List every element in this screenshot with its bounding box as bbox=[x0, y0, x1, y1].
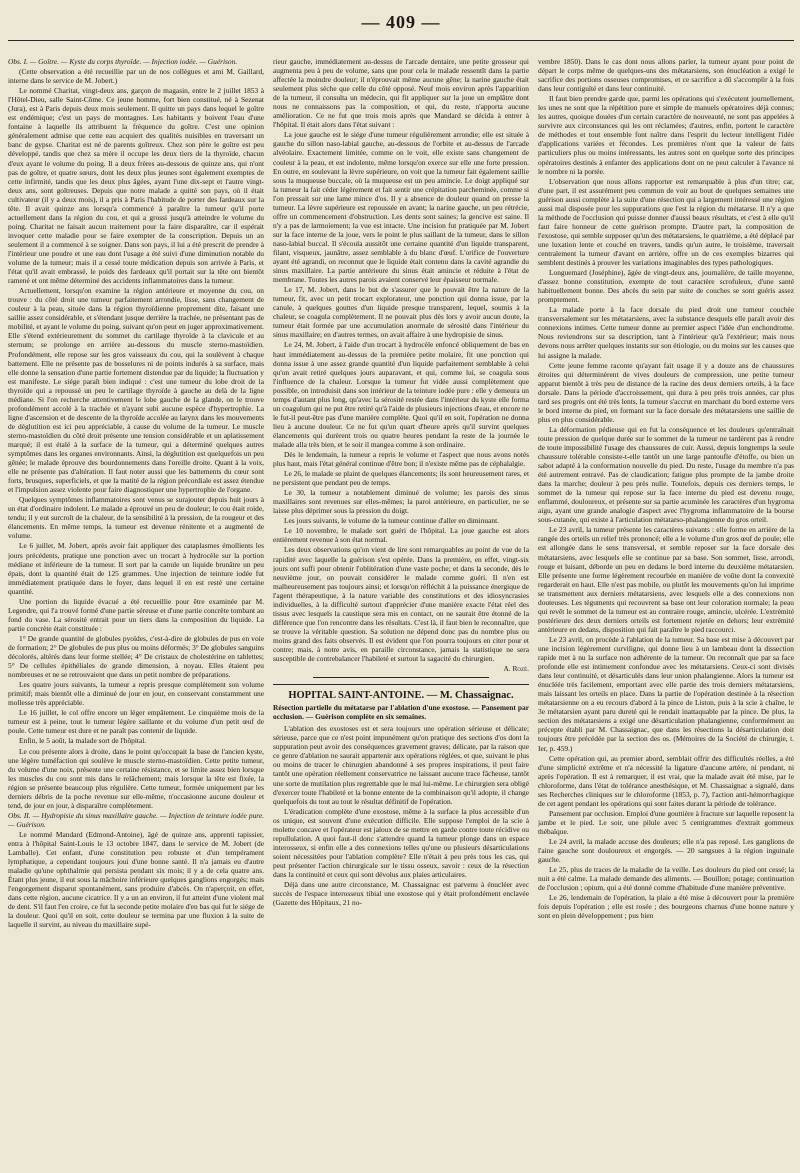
paragraph: Déjà dans une autre circonstance, M. Chassaignac est parvenu à énucléer avec succès de l'espace interosseux tibial une exostose qui y était profondément enclavée (Gazette des Hôpitaux, 21 no- bbox=[273, 880, 529, 908]
paragraph: L'observation que nous allons rapporter est remarquable à plus d'un titre; car, d'une part, il est assurément peu commun de voir au bout de quelques semaines une guérison aussi complète à la suite d'une résection qui a largement intéressé une région aussi mal disposée pour les suppurations que l'est la région du métatarse. Il n'y a que la méthode de l'occlusion qui puisse donner d'aussi beaux résultats, et c'est à elle qu'il faut faire honneur de cette guérison prompte. D'autre part, la composition de l'exostose, qui semble supposer qu'un des métatarsiens, le quatrième, a été déplacé par une luxation lente et couché en travers, tandis qu'un autre, le troisième, traversait centralement la tumeur d'avant en arrière, offre un de ces exemples bizarres qui semblent destinés à prouver les variations imaginables des types pathologiques. bbox=[538, 176, 794, 268]
paragraph: Le 23 avril, on procède à l'ablation de la tumeur. Sa base est mise à découvert par une incision légèrement curviligne, qui donne lieu à un lambeau dont la dissection rapide met à nu la surface non adhérente de la tumeur. On reconnaît que par sa face profonde elle est intimement confondue avec les métatarsiens. Ceux-ci sont divisés dans leur continuité, et désarticulés dans leur union phalangienne. Alors la tumeur est énucléée très facilement, emportant avec elle partie des trois derniers métatarsiens, mais laissant les orteils en place. Dans la partie de l'opération destinée à la résection métatarsienne on a eu recours d'abord à la pince de Liston, puis à la scie à chaîne, le 3e métatarsien ayant paru dureté qui le rendait inattaquable par la pince. De plus, la section des métatarsiens a exigé une désarticulation phalangienne, conformément au précepte établi par M. Chassaignac, que dans les résections la désarticulation doit toujours être précédée par la section des os. (Mémoires de la Société de chirurgie, t. Ier, p. 459.) bbox=[538, 634, 794, 753]
paragraph: Actuellement, lorsqu'on examine la région antérieure et moyenne du cou, on trouve : du côté droit une tumeur parfaitement arrondie, lisse, sans changement de couleur à la peau, située dans la région thyroïdienne proprement dite, faisant une saillie assez considérable, et s'étendant jusque derrière la trachée, ne présentant pas de mobilité, et ayant le volume du poing, suivant qu'on peut en juger approximativement. Elle s'étend extérieurement du sommet du cartilage thyroïde à la clavicule et au sternum; se prolonge en arrière au-dessous du muscle sterno-mastoïdien. Profondément, elle repose sur les gros vaisseaux du cou, qui la soulèvent à chaque battement. Elle ne présente pas de bosselures ni de points indurés à sa surface, mais elle donne la sensation d'une partie fortement distendue par du liquide; la fluctuation y est manifeste. Le siége paraît bien indiqué : c'est une tumeur du lobe droit de la thyroïde qui a repoussé un peu le cartilage thyroïde à gauche au delà de la ligne médiane. Si l'on recherche attentivement le lobe gauche de la glande, on le trouve profondément accolé à la trachée et n'ayant subi aucune espèce d'hypertrophie. La ligne d'ascension et de descente de la thyroïde accolée au larynx dans les mouvements de déglutition est ici peu appréciable, à cause du volume de la tumeur. Le muscle sterno-mastoïdien du côté droit présente une tension considérable et un aplatissement marqué; il est étalé à la surface de la tumeur, qui a déterminé quelques autres symptômes dans les organes environnants. Ainsi, la déglutition est quelquefois un peu gênée; le malade éprouve des bourdonnements dans l'oreille droite. Quant à la voix, elle ne présente pas d'altération. Il faut noter aussi que les battements du cœur sont forts, brusques, superficiels, et que la matité de la région précordiale est assez étendue et l'impulsion assez violente pour faire diagnostiquer une hypertrophie de l'organe. bbox=[8, 286, 264, 495]
column-right bbox=[538, 57, 794, 1167]
paragraph: Le 10 novembre, le malade sort guéri de l'hôpital. La joue gauche est alors entièrement revenue à son état normal. bbox=[273, 526, 529, 545]
paragraph: L'éradication complète d'une exostose, même à la surface la plus accessible d'un os unique, est souvent d'une exécution difficile. Elle suppose l'emploi de la scie à molette concave et l'opérateur est jaloux de se mettre en garde contre toute récidive ou repullulation. A quoi faut-il donc s'attendre quand la tumeur plonge dans un espace interosseux, si enfin elle a des connexions telles qu'une ou plusieurs désarticulations soient nécessitées pour l'ablation complète? Elle n'était à peu près tous les cas, qui peut présenter l'action chirurgicale sur le tissu osseux, savoir : ceux de la résection dans la continuité et ceux qui sont dévolus aux plaies articulaires. bbox=[273, 806, 529, 879]
paragraph: La déformation pédieuse qui en fut la conséquence et les douleurs qu'entraînait toute pression de quelque durée sur le sommet de la tumeur ne tardèrent pas à rendre de toute impossibilité l'usage des chaussures de cuir. Aussi, depuis longtemps la seule chaussure tolérable consiste-t-elle tantôt un une large pantoufle d'étoffe, ou bien un sabot adapté à la conformation nouvelle du pied. Du reste, l'usage du membre n'a pas été autrement entravé. Pas de claudication; fatigue plus prompte de la jambe droite dans la marche; douleur à peu près nulle. Toutefois, depuis ces derniers temps, le sommet de la tumeur qui repose sur la face interne du pied est devenu rouge, enflammé, douloureux, et présente sur sa partie acuminée les caractères d'un hygroma aigu, ayant une grande analogie d'aspect avec l'hygroma inflammatoire de la bourse sous-cutanée, qui existe à l'articulation métatarso-phalangienne du gros orteil. bbox=[538, 424, 794, 525]
column-middle bbox=[273, 57, 529, 1167]
paragraph: La malade porte à la face dorsale du pied droit une tumeur couchée transversalement sur les métatarsiens, avec la substance desquels elle paraît avoir des connexions intimes. Cette tumeur donne au premier aspect l'idée d'un enchondrome. Nous reviendrons sur sa description, tant à l'intérieur qu'à l'extérieur; mais nous devons nous arrêter quelques instants sur son étiologie, ou du moins sur les causes que lui assigne la malade. bbox=[538, 305, 794, 360]
section-heading: Résection partielle du métatarse par l'ablation d'une exostose. — Pansement par occlusion. — Guérison complète en six semaines. bbox=[273, 703, 529, 722]
page-number: — 409 — bbox=[361, 12, 441, 32]
paragraph: Les jours suivants, le volume de la tumeur continue d'aller en diminuant. bbox=[284, 516, 499, 526]
paragraph: Une portion du liquide évacué a été recueillie pour être examinée par M. Legendre, qui l'a trouvé formé d'une partie séreuse et d'une partie concrète tombant au fond du vase. La sérosité entrait pour un tiers dans la composition du liquide. La partie concrète était constituée : bbox=[8, 596, 264, 633]
paragraph: Le 16 juillet, le col offre encore un léger empâtement. Le cinquième mois de la tumeur est à peine, tout le tumeur légère saillante et du volume d'un petit œuf de poule. Cette tumeur est dure et ne paraît pas contenir de liquide. bbox=[8, 708, 264, 736]
section-divider bbox=[313, 677, 489, 678]
text-columns bbox=[8, 57, 794, 1167]
paragraph: Le cou présente alors à droite, dans le point qu'occupait la base de l'ancien kyste, une légère tuméfaction qui soulève le muscle sterno-mastoïdien. Cette petite tumeur, du volume d'une noix, présente une certaine résistance, et se limite assez bien lorsque les muscles du cou sont mis dans le relâchement; mais lorsque la tête est fixée, la région se présente beaucoup plus régulière. Cette tumeur, formée uniquement par les derniers débris de la poche revenue sur elle-même, n'occasionne aucune douleur et tend, de jour en jour, à disparaître complètement. bbox=[8, 746, 264, 810]
paragraph: Cette opération qui, au premier abord, semblait offrir des difficultés réelles, a été d'une simplicité extrême et n'a nécessité la ligature d'aucune artère, ni pendant, ni après l'opération. Il est à remarquer, il est vrai, que la malade avait été mise, par le chloroforme, dans l'état de tolérance anesthésique, et M. Chassaignac a signalé, dans ses Recherches cliniques sur le chloroforme (1853, p. 7), l'action anti-hémorrhagique de cet agent pendant les opérations qui sont faites durant la période de tolérance. bbox=[538, 753, 794, 808]
paragraph: L'ablation des exostoses est et sera toujours une opération sérieuse et délicate; sérieuse, parce que ce n'est point impunément qu'on pratique des sections d'os dont la suppuration peut avoir des conséquences gravement graves; délicate, par la raison que ce genre d'ablation ne saurait appartenir aux opérations réglées, et que, suivant le plus ou moins de tracer le chirurgien abandonné à ses propres inspirations, il peut faire tantôt une opération réellement conservatrice ne laissant aucune trace fâcheuse, tantôt une sorte de mutilation plus regrettable que le mal lui-même. Le chirurgien sera obligé d'exercer toute l'habileté et la bonne entente de la combinaison qu'il adopte, il change quelquefois du tout au tout le résultat définitif de l'opération. bbox=[273, 724, 529, 806]
paragraph: Le 30, la tumeur a notablement diminué de volume; les parois des sinus maxillaires sont revenues sur elles-mêmes; la paroi antérieure, en particulier, ne se laisse plus déprimer sous la pression du doigt. bbox=[273, 488, 529, 516]
paragraph: Dès le lendemain, la tumeur a repris le volume et l'aspect que nous avons notés plus haut, mais l'état général continue d'être bon; il n'existe même pas de céphalalgie. bbox=[273, 450, 529, 469]
paragraph: Quelques symptômes inflammatoires sont venus se surajouter depuis huit jours à un état d'ordinaire indolent. Le malade a éprouvé un peu de douleur; le cou était roide, tendu; il y eut surcroît de la chaleur, de la sensibilité à la pression, de la rougeur et des élancements. En même temps, la tumeur est devenue rénitente et a augmenté de volume. bbox=[8, 495, 264, 541]
paragraph: Le nommé Charitat, vingt-deux ans, garçon de magasin, entre le 2 juillet 1853 à l'Hôtel-Dieu, salle Saint-Côme. Ce jeune homme, fort bien constitué, né à Sezenat (Jura), est à Paris depuis deux mois seulement. Il quitte un pays dans lequel le goître est endémique; c'est un pays de montagnes. Les habitants y boivent l'eau d'une fontaine à laquelle ils attribuent la fréquence du goître. C'est une opinion généralement admise que cette eau acquiert des qualités nuisibles en traversant un banc de gypse. Charitat est né de parents goîtreux. Chez son père le goître est peu développé, tandis que chez sa mère il occupe les deux tiers de la thyroïde, chacun d'eux ayant le volume du poing. Il a deux frères au-dessous de quinze ans, qui n'ont pas de goître, et quatre sœurs, dont les deux plus jeunes sont également exemptes de cette infirmité, tandis que les deux plus âgées, ayant l'une dix-sept et l'autre vingt-deux ans, sont goîtreuses. Depuis que notre malade a quitté son pays, où il était cultivateur (il y a deux mois), il a pris à Paris l'habitude de porter des fardeaux sur la tête. Il avait quinze ans lorsqu'a commencé à paraître la tumeur qu'il porte actuellement dans la région du cou, et qui a grossi jusqu'à atteindre le volume du poing. Charitat ne faisait aucun traitement pour la faire disparaître, car il espérait invoquer cette maladie pour se faire exempter de la conscription. Depuis un an seulement il a commencé à se soigner. Dans son pays, il lui a été prescrit de prendre à l'intérieur une poudre et une eau dont l'usage a été suivi d'une diminution notable du volume de la tumeur; mais il a cessé toute médication depuis son arrivée à Paris, et l'état qu'il avait embrassé, le poids des fardeaux qu'il portait sur la tête ont bientôt ramené et ont même déterminé des accidents inflammatoires dans la tumeur. bbox=[8, 86, 264, 286]
paragraph: Le 26, lendemain de l'opération, la plaie a été mise à découvert pour la première fois depuis l'opération ; elle est rosée ; des bourgeons charnus d'une bonne nature y sont en plein développement ; pus bien bbox=[538, 893, 794, 921]
paragraph: Il faut bien prendre garde que, parmi les opérations qui s'exécutent journellement, les unes ne sont que la répétition pure et simple de manuels opératoires déjà connus; les autres, quoique douées d'un certain caractère de nouveauté, ne sont pas appelées à survivre aux circonstances qui les ont réclamées; d'autres, enfin, portent le caractère de méthodes et tout ensemble font naître dans l'esprit du lecteur intelligent l'idée d'applications variées et fécondes. Les premières n'ont que la valeur de faits particuliers plus ou moins intéressants, les autres sont en quelque sorte des principes opératoires destinés à enfanter des applications dont on ne peut calculer à l'avance ni le nombre ni la portée. bbox=[538, 94, 794, 176]
paragraph: Le 6 juillet, M. Jobert, après avoir fait appliquer des cataplasmes émollients les jours précédents, pratique une ponction avec un trocart à hydrocèle sur la portion médiane et inférieure de la tumeur. Il sort par la canule un liquide brunâtre un peu épais, dont la quantité était de 125 grammes. Une injection de teinture iodée fut immédiatement pratiquée dans le foyer, dans lequel il en est resté une certaine quantité. bbox=[8, 541, 264, 596]
paragraph: Le 23 avril, la tumeur présente les caractères suivants : elle forme en arrière de la rangée des orteils un relief très prononcé; elle a le volume d'un gros œuf de poule; elle est allongée dans le sens transversal, et semble reposer sur la face dorsale des métatarsiens, avec lesquels elle se continue par sa base. Son sommet, lisse, arrondi, rouge et luisant, déborde un peu en dedans le bord interne du deuxième métatarsien. Elle présente une forme légèrement recourbée en manière de voûte dont la convexité regarderait en haut. Elle n'est pas mobile, ou plutôt les mouvements qu'on lui imprime se transmettent aux derniers métatarsiens, avec lesquels elle a des connexions non douteuses. Les téguments qui recouvrent sa base ont leur coloration normale; la peau qui revêt le sommet de la tumeur est au contraire rouge, amincie, ulcérée. L'extrémité postérieure des deux derniers orteils est fortement rejetée en dehors; leur extrémité antérieure en dedans, disposition qui fait paraître le pied raccourci. bbox=[538, 525, 794, 634]
paragraph: Le 17, M. Jobert, dans le but de s'assurer que le pouvait être la nature de la tumeur, fit, avec un petit trocart explorateur, une ponction qui donna issue, par la canule, à quelques gouttes d'un liquide presque transparent, lequel, soumis à la chaleur, se coagula complètement. Il ne pouvait plus dès lors y avoir aucun doute, la tumeur était formée par une accumulation anormale de sérosité dans l'intérieur du sinus maxillaire; en d'autres termes, on avait affaire à une hydropisie de sinus. bbox=[273, 285, 529, 340]
paragraph: Le 24, M. Jobert, à l'aide d'un trocart à hydrocèle enfoncé obliquement de bas en haut immédiatement au-dessus de la première petite molaire, fit une ponction qui donna issue à une assez grande quantité d'un liquide parfaitement semblable à celui qu'on avait retiré quelques jours auparavant, et qui, comme lui, se coagula sous l'influence de la chaleur. Lorsque la tumeur fut vidée aussi complètement que possible, on introduisit dans son intérieur de la teinture iodée pure : elle y demeura un temps d'autant plus long, qu'avec la sérosité restée dans l'intérieur du kyste elle forma un coagulum qui ne put être retiré qu'à l'aide de plusieurs injections d'eau, et encore ne le fut-il peut-être pas d'une manière complète. Quoi qu'il en soit, l'opération ne donna lieu à aucune douleur. Ce ne fut qu'un quart d'heure après qu'il survint quelques élancements qui durèrent trois ou quatre heures pendant la reste de la journée le malade alla très bien, et le soir il mangea comme à son ordinaire. bbox=[273, 340, 529, 449]
author-signature: A. Rozé. bbox=[503, 664, 529, 674]
paragraph: Le 24 avril, la malade accuse des douleurs; elle n'a pas reposé. Les ganglions de l'aine gauche sont douloureux et engorgés. — 20 sangsues à la région inguinale gauche. bbox=[538, 836, 794, 865]
column-left bbox=[8, 57, 264, 1167]
paragraph: Le 26, le malade se plaint de quelques élancements; ils sont heureusement rares, et ne persistent que pendant peu de temps. bbox=[273, 469, 529, 488]
paragraph: Le nommé Mandard (Edmond-Antoine), âgé de quinze ans, apprenti tapissier, entra à l'hôpital Saint-Louis le 13 octobre 1847, dans le service de M. Jobert (de Lamballe). Cet enfant, d'une constitution peu robuste et d'un tempérament lymphatique, a cependant toujours joui d'une bonne santé. Il n'a jamais eu d'autre maladie qu'une ophthalmie qui persista pendant six mois; il y a de cela quatre ans. Étant plus jeune, il eut sous la mâchoire inférieure quelques ganglions engorgés; mais l'engorgement disparut spontanément, sans produire d'abcès. On n'aperçoit, en effet, dans cette région, aucune cicatrice. Il y a un an environ, il fut atteint d'une violent mal de dent. S'il faut l'en croire, ce fut la seconde petite molaire d'en bas qui fut le siége de la douleur. Quoi qu'il en soit, cette douleur se termina par une fluxion à la suite de laquelle il survint, au niveau du maxillaire supé- bbox=[8, 829, 264, 930]
paragraph: Le 25, plus de traces de la maladie de la veille. Les douleurs du pied ont cessé; la nuit a été calme. La malade demande des aliments. — Bouillon; potage; continuation de l'occlusion ; opium, qui a été donné comme d'habitude d'une manière préventive. bbox=[538, 865, 794, 893]
paragraph: Cette jeune femme raconte qu'ayant fait usage il y a douze ans de chaussures étroites qui déterminèrent de vives douleurs de compression, une petite tumeur apparut bientôt à très peu de distance de la racine des deux derniers orteils, à la face dorsale. Dans la période d'accroissement, qui dura à peu près trois années, car plus tard ses progrès ont été très lents, la tumeur s'accrut en marchant du bord externe vers le bord interne du pied, en formant sur la face dorsale des métatarsiens une saillie de plus en plus considérable. bbox=[538, 360, 794, 424]
paragraph: La joue gauche est le siége d'une tumeur régulièrement arrondie; elle est située à gauche du sillon naso-labial gauche, au-dessous de l'orbite et au-dessus de l'arcade alvéolaire. Exactement limitée, comme on le voit, elle existe sans changement de couleur à la peau, et est indolente, même lorsqu'on exerce sur elle une forte pression. En outre, en soulevant la lèvre supérieure, on voit que la tumeur fait également saillie sous la muqueuse buccale, où la muqueuse est un peu amincie. Le doigt appliqué sur la tumeur la fait céder légèrement et fait sentir une crépitation parcheminée, comme si l'on pressait sur une lame mince d'os. Il y a absence de douleur quand on presse la tumeur. La lèvre supérieure est repoussée en avant; la narine gauche, un peu rétrécie, offre un commencement d'obstruction. Les dents sont saines; la gencive est saine. Il n'y a pas de larmoiement; la vue est intacte. Une incision fut pratiquée par M. Jobert sur la face interne de la joue, vers le point le plus saillant de la tumeur, dans le sillon naso-labial buccal. Il s'écoula aussitôt une certaine quantité d'un liquide transparent, filant, visqueux, jaunâtre, assez semblable à du blanc d'œuf. L'orifice de l'ouverture ayant été agrandi, on reconnut que le liquide était contenu dans la cavité agrandie du sinus maxillaire. La partie antérieure du sinus était amincie et réduite à l'état de membrane. Toutes les autres parois avaient conservé leur épaisseur normale. bbox=[273, 130, 529, 285]
paragraph: Les quatre jours suivants, la tumeur a repris presque complètement son volume primitif; mais bientôt elle a diminué de jour en jour, en conservant constamment une mollesse très appréciable. bbox=[8, 680, 264, 708]
paragraph: 1° De grande quantité de globules pyoïdes, c'est-à-dire de globules de pus en voie de formation; 2° De globules de pus plus ou moins déformés; 3° De globules sanguins décolorés, altérés dans leur forme stellée; 4° De cristaux de cholestérine en tablettes; 5° De cellules épithéliales de grande dimension, à noyau. Elles étaient peu nombreuses et ne se retrouvaient que dans un petit nombre de préparations. bbox=[8, 633, 264, 680]
paragraph: Les deux observations qu'on vient de lire sont remarquables au point de vue de la rapidité avec laquelle la guérison s'est opérée. Dans la première, en effet, vingt-six jours ont suffi pour obtenir l'oblitération d'une vaste poche; et dans la seconde, dès le neuvième jour, on pouvait considérer le malade comme guéri. Il n'en est malheureusement pas toujours ainsi; et lorsqu'on réfléchit à la puissance énergique de l'agent thérapeutique, à la nature variable des constitutions et des idiosyncrasies individuelles, à la difficulté surtout d'apprécier d'une manière exacte l'état réel des tissus avec lesquels la caustique sera mis en contact, on ne saurait être étonné de la différence que l'on rencontre dans les résultats. C'est là, il faut bien le reconnaître, que se trouve la véritable question. Sa solution ne dépend donc pas du nombre plus ou moins grand des faits observés. Il est évident que l'on pourra toujours en citer pour et contre; mais, à notre avis, en paraille circonstance, jamais la statistique ne sera susceptible de contrebalancer l'habileté et surtout la sagacité du chirurgien. bbox=[273, 545, 529, 664]
paragraph: vembre 1850). Dans le cas dont nous allons parler, la tumeur ayant pour point de départ le corps même de quelques-uns des métatarsiens, son énucléation a exigé le sacrifice des portions osseuses compromises, et ce sacrifice a dû s'accomplir à la fois dans leur contiguïté et dans leur continuité. bbox=[538, 57, 794, 94]
paragraph: Longuemard (Joséphine), âgée de vingt-deux ans, journalière, de taille moyenne, d'assez bonne constitution, exempte de tout caractère scrofuleux, d'une santé habituellement bonne. Des abcès du sein par suite de couches se sont guéris assez promptement. bbox=[538, 268, 794, 305]
hospital-heading: HOPITAL SAINT-ANTOINE. — M. Chassaignac. bbox=[273, 684, 529, 702]
page-header bbox=[8, 10, 794, 41]
paragraph: Enfin, le 5 août, la malade sort de l'hôpital. bbox=[19, 736, 147, 746]
paragraph: Pansement par occlusion. Emploi d'une gouttière à fracture sur laquelle reposent la jambe et le pied. Le soir, une pilule avec 5 centigrammes d'extrait gommeux thébaïque. bbox=[538, 808, 794, 836]
observation-title: Obs. II. — Hydropisie du sinus maxillaire gauche. — Injection de teinture iodée pure. — Guérison. bbox=[8, 810, 264, 829]
observation-title: Obs. I. — Goître. — Kyste du corps thyroïde. — Injection iodée. — Guérison. bbox=[8, 57, 238, 66]
paragraph: (Cette observation a été recueillie par un de nos collègues et ami M. Gaillard, interne dans le service de M. Jobert.) bbox=[8, 67, 264, 86]
paragraph: rieur gauche, immédiatement au-dessus de l'arcade dentaire, une petite grosseur qui augmenta peu à peu de volume, sans que pour cela le malade ressentît dans la partie affectée la moindre douleur; il n'éprouvait même aucune gêne; la narine gauche était seulement plus sèche que celle du côté opposé. Neuf mois environ après l'apparition de la tumeur, il consulta un médecin, qui fit appliquer sur la joue un emplâtre dont nous ne connaissons pas la composition, et qui, du reste, n'apporta aucune amélioration. Ce ne fut que trois mois après que Mandard se décida à entrer à l'hôpital. Il était alors dans l'état suivant : bbox=[273, 57, 529, 130]
